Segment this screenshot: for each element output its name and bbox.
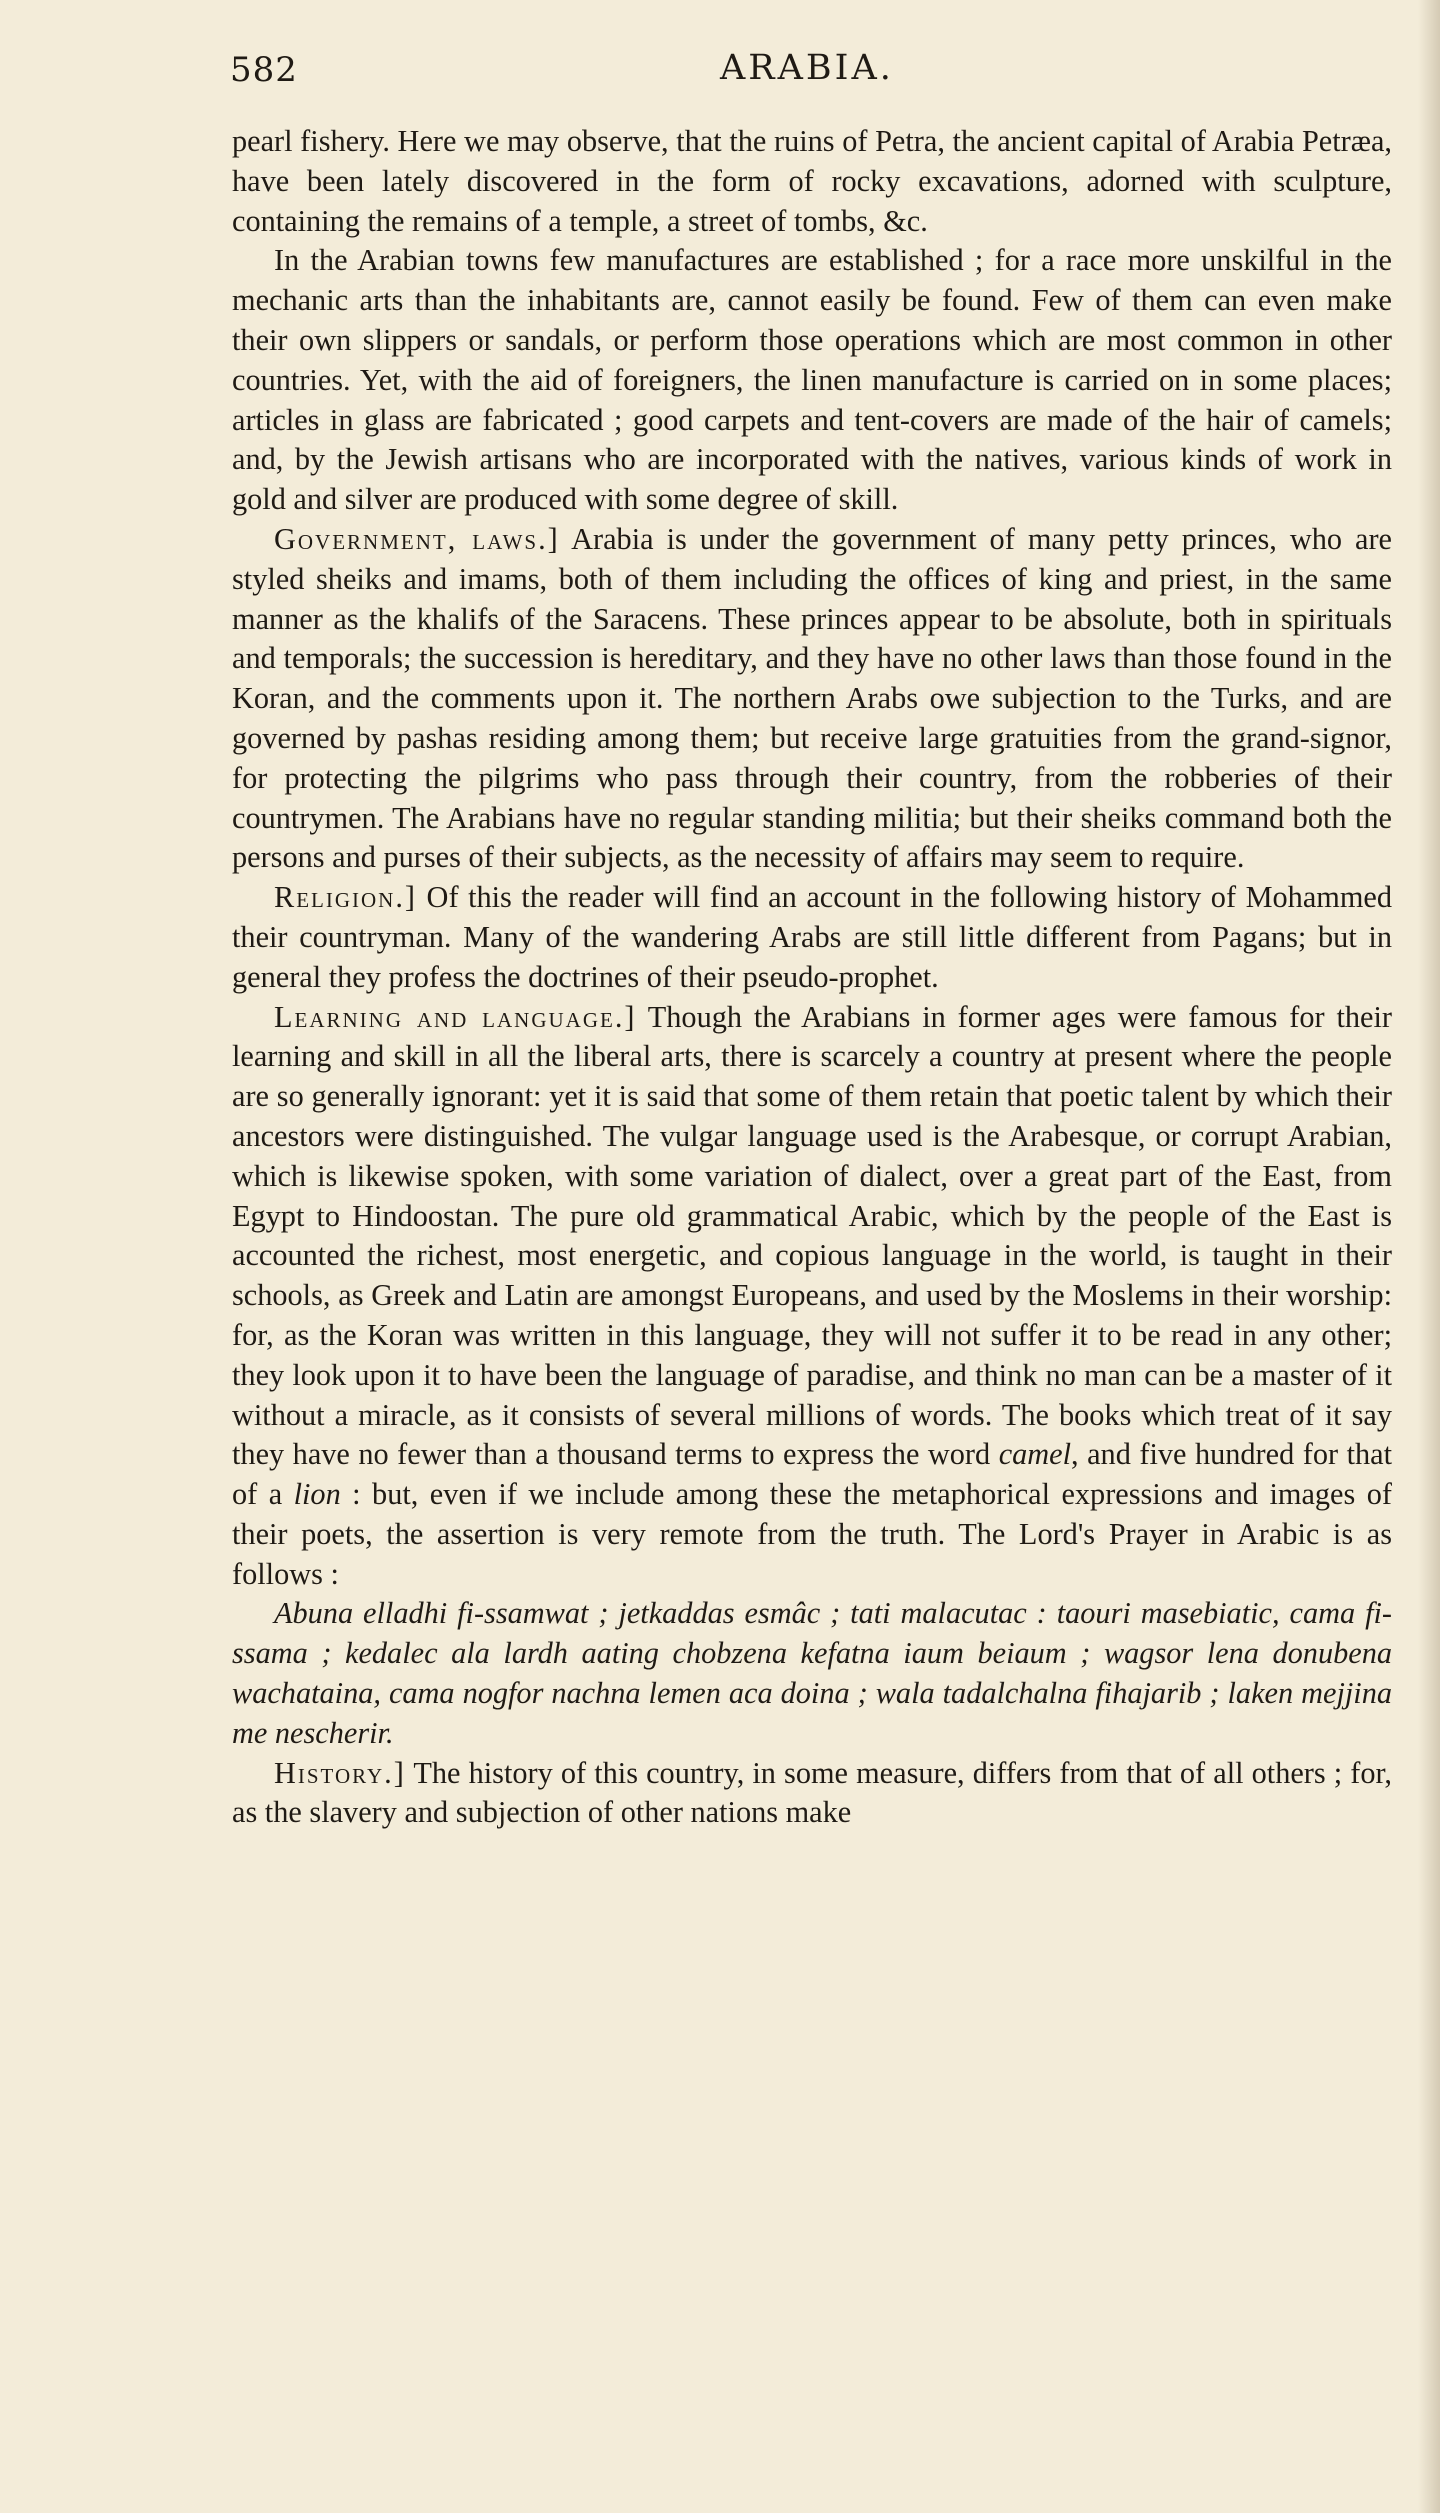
- running-title: ARABIA.: [720, 48, 894, 88]
- page-body: [232, 122, 1392, 1833]
- word-camel: camel: [998, 1437, 1072, 1472]
- learning-end: : but, even if we include among these the metaphorical expressions and images of their poets, the assertion is very remote from the truth. The Lord's Prayer in Arabic is as follows :: [232, 1477, 1392, 1591]
- section-heading-government: Government, laws.]: [274, 521, 560, 556]
- paragraph-government: [232, 520, 1392, 878]
- page-number: 582: [230, 50, 298, 90]
- page-edge-shadow: [1418, 0, 1440, 2513]
- paragraph-learning: [232, 998, 1392, 1595]
- paragraph-manufactures: In the Arabian towns few manufactures are established ; for a race more unskilful in the mechanic arts than the inhabitants are, cannot easily be found. Few of them can even make their own slippers or sandals, or perform those operations which are most common in other countries. Yet, with the aid of foreigners, the linen manufacture is carried on in some places; articles in glass are fabricated ; good carpets and tent-covers are made of the hair of camels; and, by the Jewish artisans who are incorporated with the natives, various kinds of work in gold and silver are produced with some degree of skill.: [232, 243, 1392, 517]
- section-heading-religion: Religion.]: [274, 880, 418, 915]
- paragraph-religion: [232, 878, 1392, 997]
- page-header: [230, 44, 1390, 104]
- religion-text: Of this the reader will find an account in the following history of Mohammed their countryman. Many of the wandering Arabs are still little different from Pagans; but in general they profess the doctrines of their pseudo-prophet.: [232, 880, 1392, 994]
- learning-mid: , and five hundred for that of a: [232, 1437, 1393, 1512]
- word-lion: lion: [293, 1477, 341, 1512]
- section-heading-history: History.]: [274, 1755, 406, 1790]
- paragraph-history: [232, 1754, 1392, 1834]
- section-heading-learning: Learning and language.]: [274, 999, 637, 1034]
- history-text: The history of this country, in some measure, differs from that of all others ; for, as the slavery and subjection of other nations make: [232, 1755, 1392, 1830]
- paragraph-petra: pearl fishery. Here we may observe, that the ruins of Petra, the ancient capital of Arabia Petræa, have been lately discovered in the form of rocky excavations, adorned with sculpture, containing the remains of a temple, a street of tombs, &c.: [232, 124, 1392, 238]
- lords-prayer-arabic: Abuna elladhi fi-ssamwat ; jetkaddas esmâc ; tati malacutac : taouri masebiatic, cama fi-ssama ; kedalec ala lardh aating chobzena kefatna iaum beiaum ; wagsor lena donubena wachataina, cama nogfor nachna lemen aca doina ; wala tadalchalna fihajarib ; laken mejjina me nescherir.: [232, 1596, 1392, 1750]
- learning-text: Though the Arabians in former ages were famous for their learning and skill in all the liberal arts, there is scarcely a country at present where the people are so generally ignorant: yet it is said that some of them retain that poetic talent by which their ancestors were distinguished. The vulgar language used is the Arabesque, or corrupt Arabian, which is likewise spoken, with some variation of dialect, over a great part of the East, from Egypt to Hindoostan. The pure old grammatical Arabic, which by the people of the East is accounted the richest, most energetic, and copious language in the world, is taught in their schools, as Greek and Latin are amongst Europeans, and used by the Moslems in their worship: for, as the Koran was written in this language, they will not suffer it to be read in any other; they look upon it to have been the language of paradise, and think no man can be a master of it without a miracle, as it consists of several millions of words. The books which treat of it say they have no fewer than a thousand terms to express the word: [232, 999, 1392, 1472]
- government-text: Arabia is under the government of many petty princes, who are styled sheiks and imams, both of them including the offices of king and priest, in the same manner as the khalifs of the Saracens. These princes appear to be absolute, both in spirituals and temporals; the succession is hereditary, and they have no other laws than those found in the Koran, and the comments upon it. The northern Arabs owe subjection to the Turks, and are governed by pashas residing among them; but receive large gratuities from the grand-signor, for protecting the pilgrims who pass through their country, from the robberies of their countrymen. The Arabians have no regular standing militia; but their sheiks command both the persons and purses of their subjects, as the necessity of affairs may seem to require.: [232, 521, 1392, 875]
